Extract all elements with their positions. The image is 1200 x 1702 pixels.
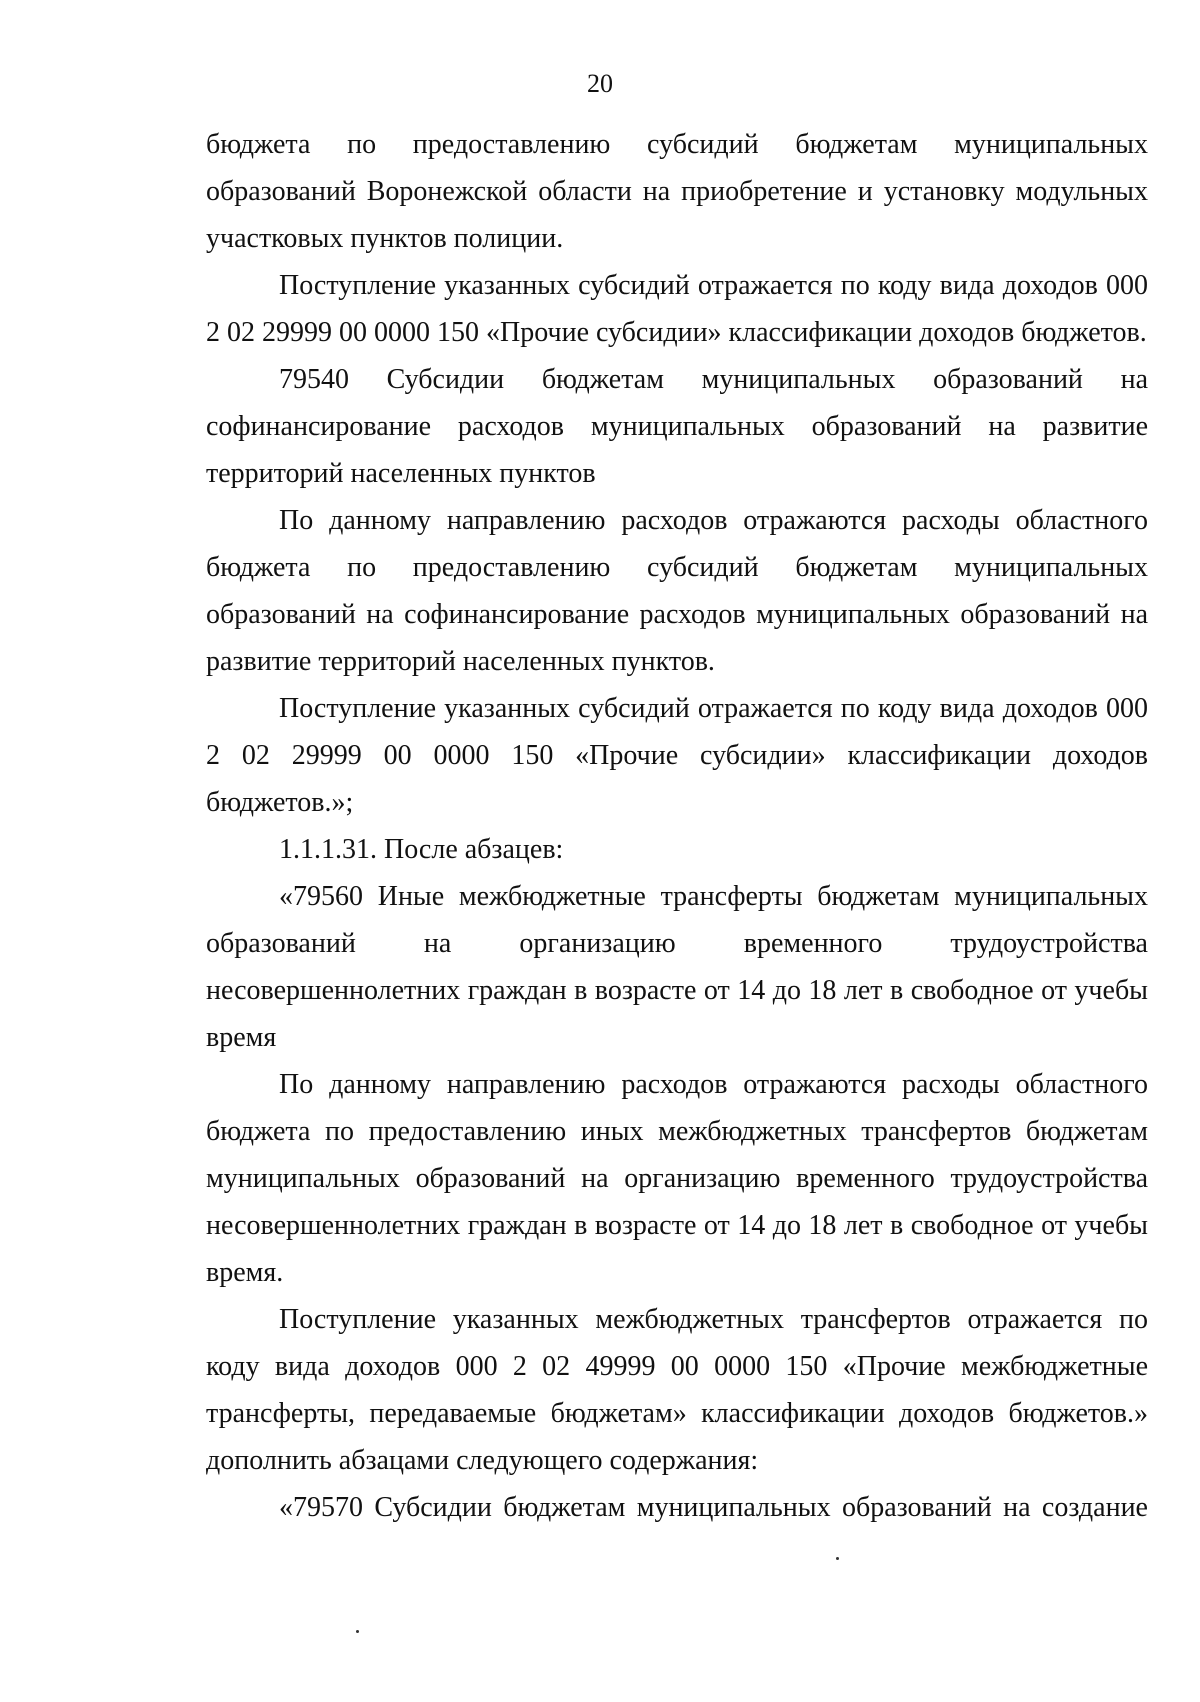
paragraph-2: Поступление указанных субсидий отражается по коду вида доходов 000 2 02 29999 00 0000 150 «Прочие субсидии» классификации доходов бюджетов.	[206, 270, 1148, 348]
paragraph-5: Поступление указанных субсидий отражается по коду вида доходов 000 2 02 29999 00 0000 150 «Прочие субсидии» классификации доходов бюджетов.»;	[206, 693, 1148, 818]
paragraph-8: По данному направлению расходов отражаются расходы областного бюджета по предоставлению иных межбюджетных трансфертов бюджетам муниципальных образований на организацию временного трудоустройства несовершеннолетних граждан в возрасте от 14 до 18 лет в свободное от учебы время.	[206, 1069, 1148, 1288]
paragraph-9: Поступление указанных межбюджетных трансфертов отражается по коду вида доходов 000 2 02 49999 00 0000 150 «Прочие межбюджетные трансферты, передаваемые бюджетам» классификации доходов бюджетов.» дополнить абзацами следующего содержания:	[206, 1304, 1148, 1476]
page-number: 20	[587, 69, 613, 98]
scan-speck	[356, 1630, 359, 1633]
paragraph-4: По данному направлению расходов отражаются расходы областного бюджета по предоставлению субсидий бюджетам муниципальных образований на софинансирование расходов муниципальных образований на развитие территорий населенных пунктов.	[206, 505, 1148, 677]
paragraph-6: 1.1.1.31. После абзацев:	[279, 834, 564, 865]
paragraph-10: «79570 Субсидии бюджетам муниципальных образований на создание	[279, 1492, 1148, 1523]
scan-speck	[836, 1557, 839, 1560]
document-body	[206, 121, 1148, 1531]
paragraph-1: бюджета по предоставлению субсидий бюджетам муниципальных образований Воронежской области на приобретение и установку модульных участковых пунктов полиции.	[206, 129, 1148, 254]
paragraph-7: «79560 Иные межбюджетные трансферты бюджетам муниципальных образований на организацию временного трудоустройства несовершеннолетних граждан в возрасте от 14 до 18 лет в свободное от учебы время	[206, 881, 1148, 1053]
paragraph-3: 79540 Субсидии бюджетам муниципальных образований на софинансирование расходов муниципальных образований на развитие территорий населенных пунктов	[206, 364, 1148, 489]
